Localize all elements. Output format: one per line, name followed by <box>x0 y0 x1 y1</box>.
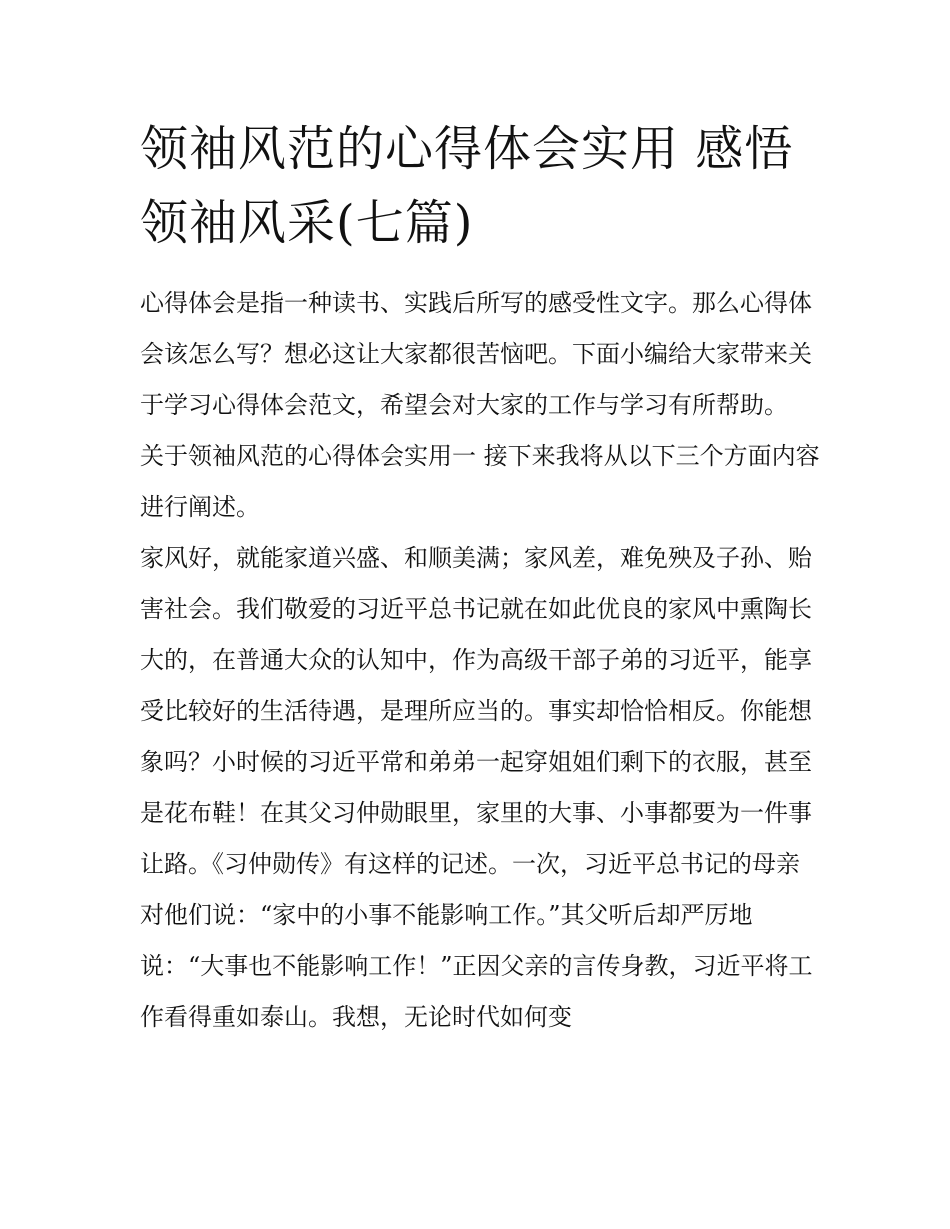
intro-paragraph: 心得体会是指一种读书、实践后所写的感受性文字。那么心得体会该怎么写？想必这让大家都很苦恼吧。下面小编给大家带来关于学习心得体会范文，希望会对大家的工作与学习有所帮助。 <box>140 289 812 419</box>
section-intro-paragraph: 关于领袖风范的心得体会实用一 接下来我将从以下三个方面内容进行阐述。 <box>140 442 820 521</box>
document-title: 领袖风范的心得体会实用 感悟领袖风采(七篇) <box>140 121 794 251</box>
document-page <box>140 112 820 1043</box>
body-paragraph: 家风好，就能家道兴盛、和顺美满；家风差，难免殃及子孙、贻害社会。我们敬爱的习近平总书记就在如此优良的家风中熏陶长大的，在普通大众的认知中，作为高级干部子弟的习近平，能享受比较好的生活待遇，是理所应当的。事实却恰恰相反。你能想象吗？小时候的习近平常和弟弟一起穿姐姐们剩下的衣服，甚至是花布鞋！在其父习仲勋眼里，家里的大事、小事都要为一件事让路。《习仲勋传》有这样的记述。一次，习近平总书记的母亲对他们说：“家中的小事不能影响工作。”其父听后却严厉地说：“大事也不能影响工作！”正因父亲的言传身教，习近平将工作看得重如泰山。我想，无论时代如何变 <box>140 544 813 1031</box>
